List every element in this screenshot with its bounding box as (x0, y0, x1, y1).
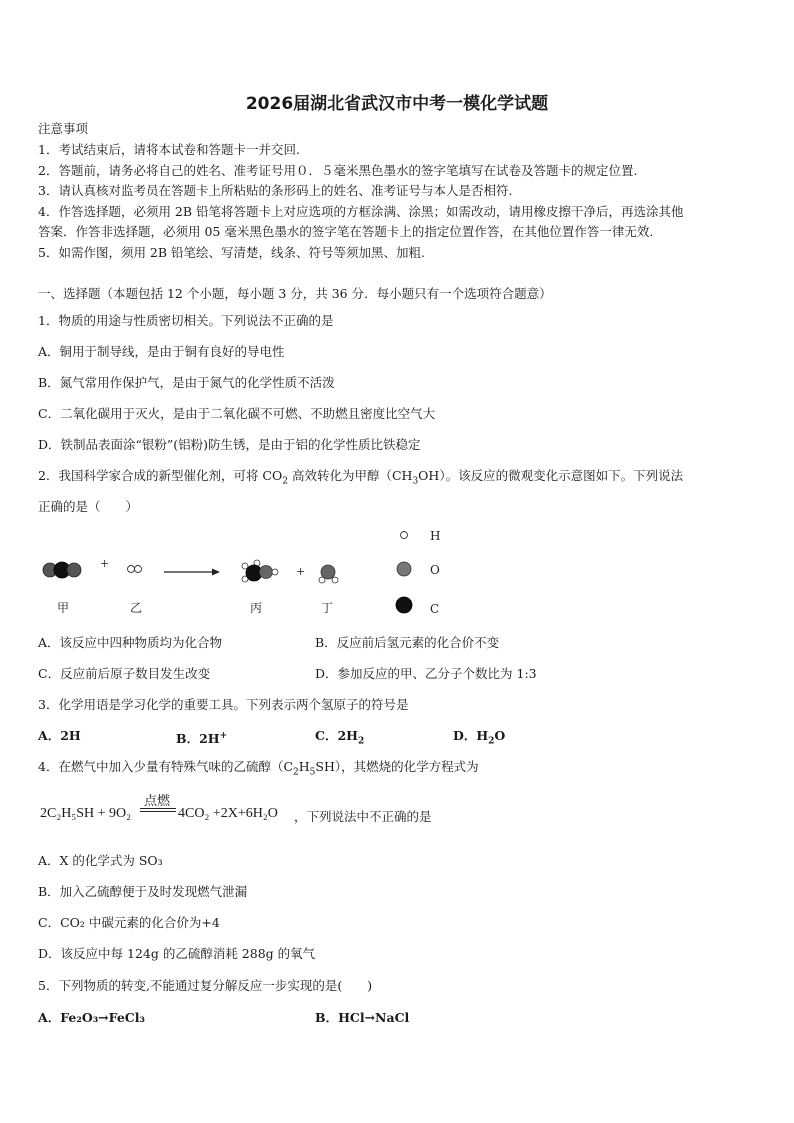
molecule-ding (319, 565, 338, 583)
notice-item: 3．请认真核对监考员在答题卡上所粘贴的条形码上的姓名、准考证号与本人是否相符. (38, 183, 513, 198)
q3-option-a: A．2H (38, 728, 81, 743)
q2-option-b: B．反应前后氢元素的化合价不变 (315, 635, 500, 650)
q2-stem: 2．我国科学家合成的新型催化剂，可将 $CO_2$ 高效转化为甲醇$(CH_3OH)$。该反应的微观变化示意图如下。下列说法 (38, 468, 684, 487)
notice-item: 2．答题前，请务必将自己的姓名、准考证号用０．５毫米黑色墨水的签字笔填写在试卷及答题卡的规定位置. (38, 163, 638, 178)
q1-option-c: C．二氧化碳用于灭火，是由于二氧化碳不可燃、不助燃且密度比空气大 (38, 406, 436, 421)
atom-legend (390, 525, 460, 620)
q1-stem: 1．物质的用途与性质密切相关。下列说法不正确的是 (38, 313, 334, 328)
q2-option-c: C．反应前后原子数目发生改变 (38, 666, 211, 681)
molecule-bing (242, 560, 278, 582)
plus-sign: + (100, 557, 110, 570)
q5-option-b: B．HCl→NaCl (315, 1010, 410, 1025)
legend-o: O (430, 563, 440, 577)
plus-sign: + (296, 565, 306, 578)
legend-svg (390, 525, 460, 620)
q5-stem: 5．下列物质的转变,不能通过复分解反应一步实现的是( ) (38, 978, 373, 993)
chemical-equation: 2C₂H₅SH + 9O₂ 点燃 4CO₂ +2X+6H₂O ，下列说法中不正确的是 (38, 790, 558, 830)
q4-stem: 4．在燃气中加入少量有特殊气味的乙硫醇$(C_2H_5SH)$，其燃烧的化学方程式为 (38, 759, 479, 778)
q4-option-d: D．该反应中每 124g 的乙硫醇消耗 288g 的氧气 (38, 946, 316, 961)
notice-item: 答案．作答非选择题，必须用 05 毫米黑色墨水的签字笔在答题卡上的指定位置作答，在其他位置作答一律无效. (38, 224, 654, 239)
equation-line (140, 808, 176, 809)
q4-option-b: B．加入乙硫醇便于及时发现燃气泄漏 (38, 884, 248, 899)
oxygen-atom-icon (397, 562, 411, 576)
q4-option-a: A．X 的化学式为 SO₃ (38, 853, 163, 868)
q1-option-b: B．氮气常用作保护气，是由于氮气的化学性质不活泼 (38, 375, 335, 390)
q5-option-a: A．Fe₂O₃→FeCl₃ (38, 1010, 145, 1025)
reaction-arrow (164, 569, 220, 576)
q4-option-c: C．CO₂ 中碳元素的化合价为+4 (38, 915, 220, 930)
q1-option-d: D．铁制品表面涂“银粉”(铝粉)防生锈，是由于铝的化学性质比铁稳定 (38, 437, 421, 452)
q2-stem-cont: 正确的是（ ） (38, 499, 139, 514)
notice-item: 4．作答选择题，必须用 2B 铅笔将答题卡上对应选项的方框涂满、涂黑；如需改动，请用橡皮擦干净后，再选涂其他 (38, 204, 684, 219)
notice-item: 5．如需作图，须用 2B 铅笔绘、写清楚，线条、符号等须加黑、加粗. (38, 245, 426, 260)
label-jia: 甲 (57, 601, 70, 615)
q3-option-d: D．$H_2O$ (453, 728, 506, 747)
molecule-jia (43, 562, 81, 578)
carbon-atom-icon (396, 597, 412, 613)
reaction-condition: 点燃 (144, 793, 171, 808)
molecule-yi (128, 566, 142, 573)
label-ding: 丁 (321, 601, 334, 615)
label-bing: 丙 (250, 601, 263, 615)
q2-option-d: D．参加反应的甲、乙分子个数比为 1:3 (315, 666, 537, 681)
equation-line (140, 811, 176, 812)
legend-h: H (430, 529, 441, 543)
q3-option-c: C．$2H_2$ (315, 728, 365, 747)
reaction-svg (30, 525, 390, 620)
legend-c: C (430, 602, 440, 616)
q3-stem: 3．化学用语是学习化学的重要工具。下列表示两个氢原子的符号是 (38, 697, 409, 712)
notice-heading: 注意事项 (38, 121, 89, 136)
notice-item: 1．考试结束后，请将本试卷和答题卡一并交回. (38, 142, 300, 157)
section-heading: 一、选择题（本题包括 12 个小题，每小题 3 分，共 36 分．每小题只有一个选项符合题意） (38, 286, 552, 301)
page-title: 2026届湖北省武汉市中考一模化学试题 (245, 94, 549, 114)
hydrogen-atom-icon (401, 532, 408, 539)
q3-option-b: B．2H+ (176, 731, 228, 747)
q1-option-a: A．铜用于制导线，是由于铜有良好的导电性 (38, 344, 285, 359)
label-yi: 乙 (130, 601, 143, 615)
q2-option-a: A．该反应中四种物质均为化合物 (38, 635, 223, 650)
